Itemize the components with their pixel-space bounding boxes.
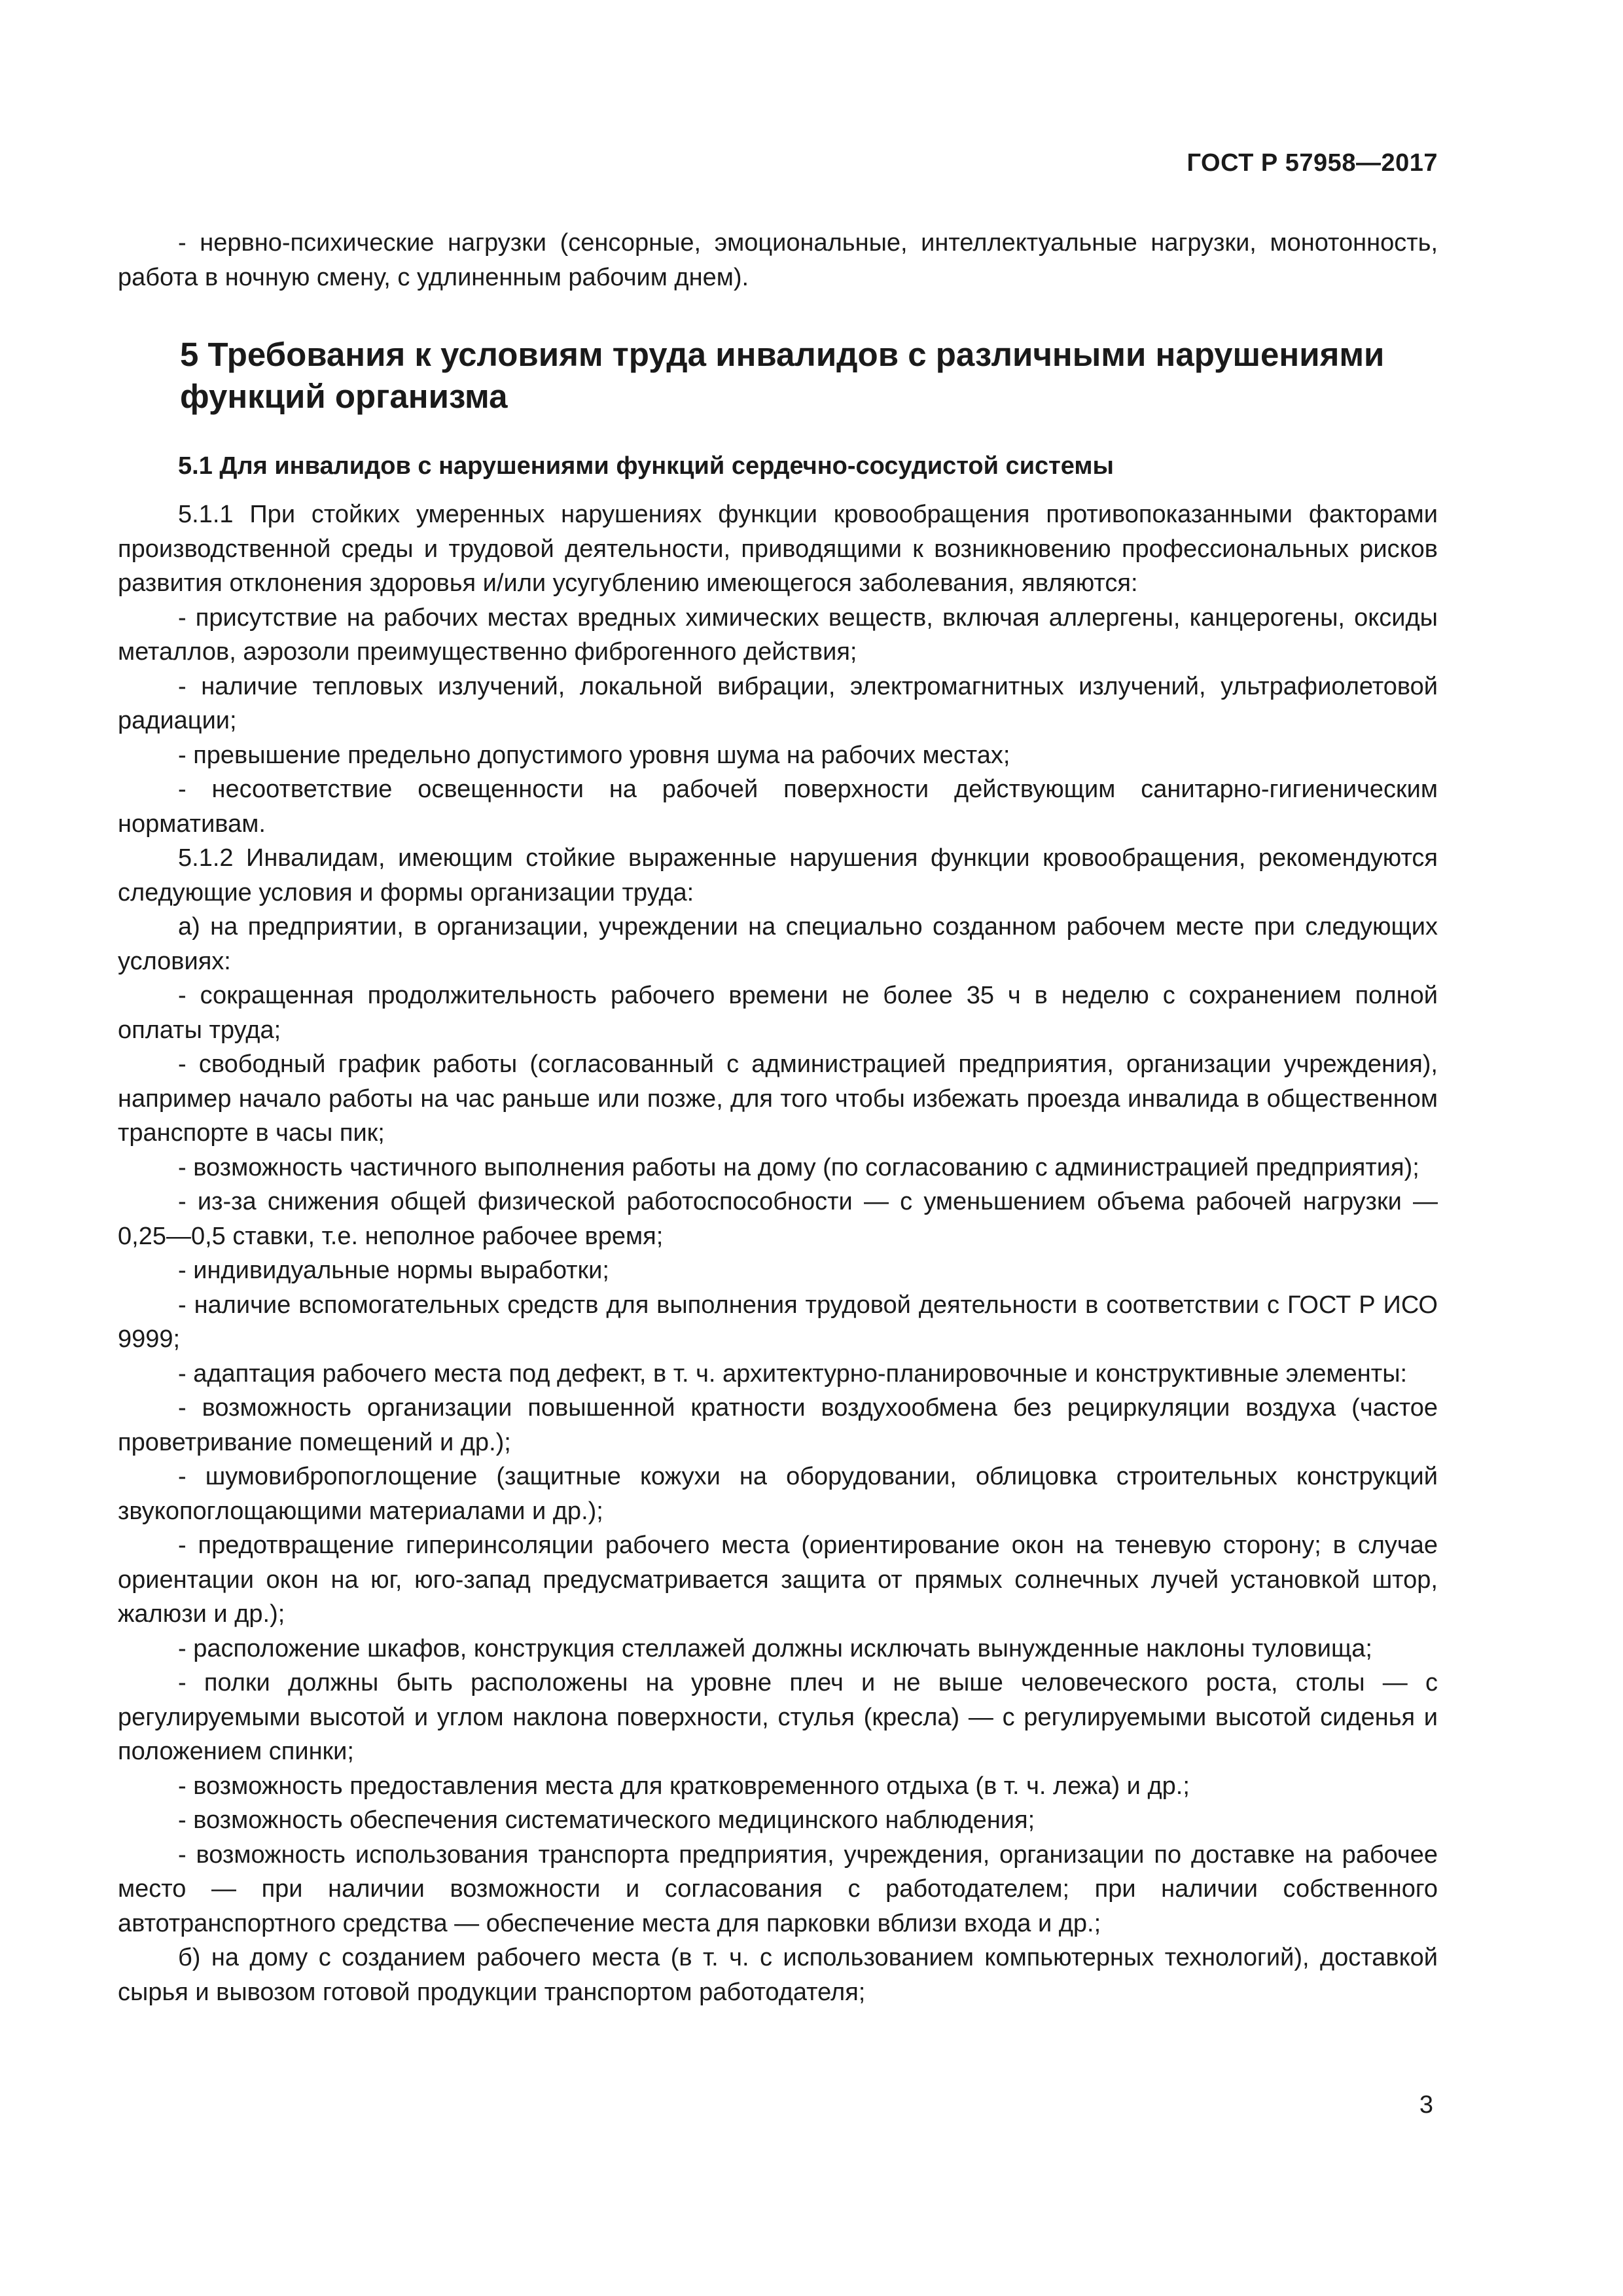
list-item: - несоответствие освещенности на рабочей поверхности действующим санитарно-гигиеническим нормативам. [118,776,1438,838]
list-item: - предотвращение гиперинсоляции рабочего места (ориентирование окон на теневую сторону; в случае ориентации окон на юг, юго-запад предусматривается защита от прямых солнечных лучей установкой штор, жалюзи и др.); [118,1532,1438,1628]
list-item: - адаптация рабочего места под дефект, в т. ч. архитектурно-планировочные и конструктивные элементы: [178,1359,1408,1388]
document-body [118,226,1438,2009]
section-5-heading-wrap [118,334,1438,418]
list-item: - присутствие на рабочих местах вредных химических веществ, включая аллергены, канцерогены, оксиды металлов, аэрозоли преимущественно фиброгенного действия; [118,603,1438,666]
list-item-b: б) на дому с созданием рабочего места (в т. ч. с использованием компьютерных технологий), доставкой сырья и вывозом готовой продукции транспортом работодателя; [118,1944,1438,2006]
intro-paragraph: - нервно-психические нагрузки (сенсорные, эмоциональные, интеллектуальные нагрузки, монотонность, работа в ночную смену, с удлиненным рабочим днем). [118,229,1438,291]
list-item: - превышение предельно допустимого уровня шума на рабочих местах; [178,741,1010,769]
paragraph-5-1-1: 5.1.1 При стойких умеренных нарушениях функции кровообращения противопоказанными факторами производственной среды и трудовой деятельности, приводящими к возникновению профессиональных рисков развития отклонения здоровья и/или усугублению имеющегося заболевания, являются: [118,501,1438,597]
document-code-header: ГОСТ Р 57958—2017 [1186,149,1438,177]
list-item: - возможность использования транспорта предприятия, учреждения, организации по доставке на рабочее место — при наличии возможности и согласования с работодателем; при наличии собственного автотранспортного средства — обеспечение места для парковки вблизи входа и др.; [118,1840,1438,1937]
list-item: - сокращенная продолжительность рабочего времени не более 35 ч в неделю с сохранением полной оплаты труда; [118,982,1438,1044]
list-item: - свободный график работы (согласованный с администрацией предприятия, организации учреждения), например начало работы на час раньше или позже, для того чтобы избежать проезда инвалида в общественном транспорте в часы пик; [118,1050,1438,1147]
list-item: - возможность организации повышенной кратности воздухообмена без рециркуляции воздуха (частое проветривание помещений и др.); [118,1394,1438,1456]
list-item: - возможность предоставления места для кратковременного отдыха (в т. ч. лежа) и др.; [178,1772,1190,1800]
list-item: - возможность частичного выполнения работы на дому (по согласованию с администрацией предприятия); [178,1153,1419,1181]
section-5-title: 5 Требования к условиям труда инвалидов с различными нарушениями функций организма [180,336,1385,415]
list-item: - шумовибропоглощение (защитные кожухи на оборудовании, облицовка строительных конструкций звукопоглощающими материалами и др.); [118,1463,1438,1525]
list-item: - возможность обеспечения систематического медицинского наблюдения; [178,1806,1035,1834]
page-number: 3 [1419,2091,1433,2119]
paragraph-5-1-2: 5.1.2 Инвалидам, имеющим стойкие выраженные нарушения функции кровообращения, рекомендуются следующие условия и формы организации труда: [118,844,1438,906]
list-item: - наличие тепловых излучений, локальной вибрации, электромагнитных излучений, ультрафиолетовой радиации; [118,672,1438,734]
list-item: - расположение шкафов, конструкция стеллажей должны исключать вынужденные наклоны туловища; [178,1634,1372,1662]
list-item: - из-за снижения общей физической работоспособности — с уменьшением объема рабочей нагрузки — 0,25—0,5 ставки, т.е. неполное рабочее время; [118,1188,1438,1250]
subsection-5-1-title: 5.1 Для инвалидов с нарушениями функций сердечно-сосудистой системы [178,452,1114,480]
list-item-a: а) на предприятии, в организации, учреждении на специально созданном рабочем месте при следующих условиях: [118,913,1438,975]
list-item: - наличие вспомогательных средств для выполнения трудовой деятельности в соответствии с ГОСТ Р ИСО 9999; [118,1291,1438,1353]
list-item: - полки должны быть расположены на уровне плеч и не выше человеческого роста, столы — с регулируемыми высотой и углом наклона поверхности, стулья (кресла) — с регулируемыми высотой сиденья и положением спинки; [118,1669,1438,1765]
list-item: - индивидуальные нормы выработки; [178,1257,609,1284]
